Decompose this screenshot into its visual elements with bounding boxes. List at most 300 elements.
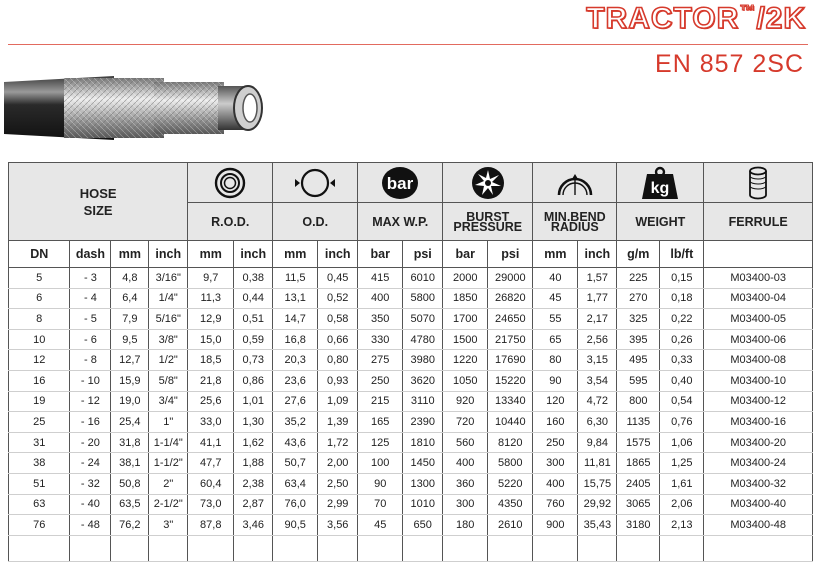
rod-header: R.O.D. xyxy=(188,203,273,241)
unit-header: inch xyxy=(318,241,358,268)
table-cell: 395 xyxy=(617,329,660,350)
unit-header: mm xyxy=(188,241,234,268)
unit-header: inch xyxy=(149,241,188,268)
table-cell: 73,0 xyxy=(188,494,234,515)
table-cell: 8 xyxy=(9,309,70,330)
table-cell: 0,51 xyxy=(234,309,273,330)
table-cell: 920 xyxy=(443,391,488,412)
table-cell: 25,4 xyxy=(111,412,149,433)
table-cell: 8120 xyxy=(488,432,533,453)
table-cell: 350 xyxy=(358,309,403,330)
table-cell: 215 xyxy=(358,391,403,412)
table-cell: 12,7 xyxy=(111,350,149,371)
table-cell: 40 xyxy=(533,268,578,289)
table-cell: - 32 xyxy=(70,473,111,494)
table-cell: 270 xyxy=(617,288,660,309)
od-icon xyxy=(293,167,337,199)
product-suffix: /2K xyxy=(756,2,806,35)
table-cell: 2,56 xyxy=(578,329,617,350)
unit-header: dash xyxy=(70,241,111,268)
table-cell: 3" xyxy=(149,515,188,536)
table-cell: 1,09 xyxy=(318,391,358,412)
table-cell: M03400-40 xyxy=(704,494,813,515)
table-cell: 180 xyxy=(443,515,488,536)
table-cell: 5 xyxy=(9,268,70,289)
table-cell: 63 xyxy=(9,494,70,515)
table-cell: 1850 xyxy=(443,288,488,309)
table-cell: 495 xyxy=(617,350,660,371)
table-cell: 800 xyxy=(617,391,660,412)
table-cell: 87,8 xyxy=(188,515,234,536)
table-cell: 595 xyxy=(617,370,660,391)
title-divider xyxy=(8,44,808,45)
table-cell: 9,84 xyxy=(578,432,617,453)
table-cell: 47,7 xyxy=(188,453,234,474)
table-cell: 650 xyxy=(403,515,443,536)
table-cell: 1810 xyxy=(403,432,443,453)
table-cell: 0,26 xyxy=(660,329,704,350)
bend-radius-icon-cell xyxy=(533,163,617,203)
table-cell: 1-1/2" xyxy=(149,453,188,474)
table-cell: 60,4 xyxy=(188,473,234,494)
table-cell: 5070 xyxy=(403,309,443,330)
table-cell: 6,4 xyxy=(111,288,149,309)
units-header-row xyxy=(9,241,813,268)
ferrule-icon xyxy=(747,166,769,200)
table-cell: 26820 xyxy=(488,288,533,309)
table-cell: 13340 xyxy=(488,391,533,412)
table-cell: 4350 xyxy=(488,494,533,515)
table-cell: 25,6 xyxy=(188,391,234,412)
table-cell: 15,75 xyxy=(578,473,617,494)
table-cell: 2,87 xyxy=(234,494,273,515)
table-cell: - 40 xyxy=(70,494,111,515)
table-cell: 2,38 xyxy=(234,473,273,494)
table-cell: 3620 xyxy=(403,370,443,391)
table-cell: 0,80 xyxy=(318,350,358,371)
table-cell: 360 xyxy=(443,473,488,494)
table-cell: 2,00 xyxy=(318,453,358,474)
table-cell: 5220 xyxy=(488,473,533,494)
hose-size-header xyxy=(9,163,188,241)
rod-icon xyxy=(214,167,246,199)
table-cell: 15,9 xyxy=(111,370,149,391)
table-cell: 1,39 xyxy=(318,412,358,433)
table-cell: 76 xyxy=(9,515,70,536)
table-cell: 45 xyxy=(533,288,578,309)
table-cell: 1" xyxy=(149,412,188,433)
table-cell: 415 xyxy=(358,268,403,289)
product-standard: EN 857 2SC xyxy=(655,50,804,78)
table-cell: 0,15 xyxy=(660,268,704,289)
table-cell: 90,5 xyxy=(273,515,318,536)
table-cell: 1575 xyxy=(617,432,660,453)
table-cell: 3065 xyxy=(617,494,660,515)
table-cell: 0,44 xyxy=(234,288,273,309)
table-cell: 2000 xyxy=(443,268,488,289)
icon-header-row xyxy=(9,163,813,203)
table-cell: 1,61 xyxy=(660,473,704,494)
blank-cell xyxy=(70,535,111,561)
unit-header: mm xyxy=(111,241,149,268)
table-cell: 1,77 xyxy=(578,288,617,309)
unit-header: bar xyxy=(358,241,403,268)
od-icon-cell xyxy=(273,163,358,203)
weight-header: WEIGHT xyxy=(617,203,704,241)
table-cell: 1050 xyxy=(443,370,488,391)
table-cell: 50,7 xyxy=(273,453,318,474)
table-cell: 15,0 xyxy=(188,329,234,350)
table-cell: M03400-05 xyxy=(704,309,813,330)
unit-header: lb/ft xyxy=(660,241,704,268)
table-cell: 400 xyxy=(533,473,578,494)
table-cell: 41,1 xyxy=(188,432,234,453)
ferrule-icon-cell xyxy=(704,163,813,203)
table-cell: 1300 xyxy=(403,473,443,494)
table-cell: 1,06 xyxy=(660,432,704,453)
table-cell: 250 xyxy=(358,370,403,391)
unit-header: psi xyxy=(403,241,443,268)
blank-cell xyxy=(578,535,617,561)
table-cell: 125 xyxy=(358,432,403,453)
table-cell: 165 xyxy=(358,412,403,433)
table-cell: M03400-12 xyxy=(704,391,813,412)
table-cell: 1500 xyxy=(443,329,488,350)
table-cell: 300 xyxy=(533,453,578,474)
table-cell: 900 xyxy=(533,515,578,536)
table-cell: 10 xyxy=(9,329,70,350)
ferrule-header: FERRULE xyxy=(704,203,813,241)
table-cell: 1,62 xyxy=(234,432,273,453)
table-cell: 2,06 xyxy=(660,494,704,515)
table-cell: 11,3 xyxy=(188,288,234,309)
table-cell: 0,45 xyxy=(318,268,358,289)
table-cell: 23,6 xyxy=(273,370,318,391)
table-row xyxy=(9,329,813,350)
table-cell: 70 xyxy=(358,494,403,515)
table-cell: 18,5 xyxy=(188,350,234,371)
table-cell: 6010 xyxy=(403,268,443,289)
bar-icon-cell xyxy=(358,163,443,203)
max-wp-header: MAX W.P. xyxy=(358,203,443,241)
table-body xyxy=(9,268,813,562)
blank-cell xyxy=(660,535,704,561)
table-cell: 1865 xyxy=(617,453,660,474)
table-cell: 720 xyxy=(443,412,488,433)
table-cell: 7,9 xyxy=(111,309,149,330)
table-cell: 2,17 xyxy=(578,309,617,330)
bar-icon xyxy=(380,166,420,200)
table-cell: 19,0 xyxy=(111,391,149,412)
table-cell: M03400-20 xyxy=(704,432,813,453)
table-cell: 13,1 xyxy=(273,288,318,309)
table-cell: 0,66 xyxy=(318,329,358,350)
table-cell: 5/16" xyxy=(149,309,188,330)
blank-cell xyxy=(403,535,443,561)
hose-size-line2: SIZE xyxy=(83,202,113,218)
table-cell: 2,50 xyxy=(318,473,358,494)
table-row xyxy=(9,309,813,330)
table-cell: 76,0 xyxy=(273,494,318,515)
table-cell: 31 xyxy=(9,432,70,453)
blank-cell xyxy=(318,535,358,561)
table-cell: 160 xyxy=(533,412,578,433)
hose-size-line1: HOSE xyxy=(79,185,117,201)
table-cell: - 20 xyxy=(70,432,111,453)
table-row xyxy=(9,453,813,474)
table-cell: 55 xyxy=(533,309,578,330)
table-cell: 1,57 xyxy=(578,268,617,289)
table-cell: 76,2 xyxy=(111,515,149,536)
table-cell: 0,59 xyxy=(234,329,273,350)
od-header: O.D. xyxy=(273,203,358,241)
table-cell: 560 xyxy=(443,432,488,453)
table-cell: 2390 xyxy=(403,412,443,433)
table-cell: 400 xyxy=(443,453,488,474)
table-cell: 35,43 xyxy=(578,515,617,536)
table-cell: 19 xyxy=(9,391,70,412)
table-cell: - 24 xyxy=(70,453,111,474)
rod-icon-cell xyxy=(188,163,273,203)
table-cell: M03400-06 xyxy=(704,329,813,350)
table-cell: 0,40 xyxy=(660,370,704,391)
kg-icon-text: kg xyxy=(650,179,670,197)
kg-icon xyxy=(641,166,679,200)
table-cell: 250 xyxy=(533,432,578,453)
table-cell: 90 xyxy=(533,370,578,391)
table-cell: 1/2" xyxy=(149,350,188,371)
table-cell: 1700 xyxy=(443,309,488,330)
table-cell: - 3 xyxy=(70,268,111,289)
unit-header: g/m xyxy=(617,241,660,268)
table-cell: 1/4" xyxy=(149,288,188,309)
table-cell: 1220 xyxy=(443,350,488,371)
blank-cell xyxy=(358,535,403,561)
table-cell: M03400-24 xyxy=(704,453,813,474)
table-cell: 1135 xyxy=(617,412,660,433)
burst-icon-cell xyxy=(443,163,533,203)
table-cell: 6 xyxy=(9,288,70,309)
table-cell: 9,5 xyxy=(111,329,149,350)
table-cell: 3980 xyxy=(403,350,443,371)
table-cell: 21,8 xyxy=(188,370,234,391)
table-cell: 5800 xyxy=(488,453,533,474)
bend-radius-icon xyxy=(555,167,595,199)
table-cell: M03400-16 xyxy=(704,412,813,433)
min-bend-radius-line2: RADIUS xyxy=(550,219,599,234)
unit-header: DN xyxy=(9,241,70,268)
table-cell: M03400-10 xyxy=(704,370,813,391)
table-cell: 1,01 xyxy=(234,391,273,412)
blank-cell xyxy=(533,535,578,561)
table-cell: 80 xyxy=(533,350,578,371)
table-cell: 4,72 xyxy=(578,391,617,412)
table-cell: - 16 xyxy=(70,412,111,433)
table-cell: 1450 xyxy=(403,453,443,474)
unit-header: inch xyxy=(578,241,617,268)
table-cell: 1-1/4" xyxy=(149,432,188,453)
table-cell: 225 xyxy=(617,268,660,289)
blank-row xyxy=(9,535,813,561)
blank-cell xyxy=(443,535,488,561)
table-cell: 2,13 xyxy=(660,515,704,536)
unit-header-ferrule xyxy=(704,241,813,268)
table-cell: - 6 xyxy=(70,329,111,350)
blank-cell xyxy=(234,535,273,561)
table-cell: 12 xyxy=(9,350,70,371)
table-cell: 0,33 xyxy=(660,350,704,371)
unit-header: mm xyxy=(273,241,318,268)
table-cell: 0,76 xyxy=(660,412,704,433)
table-cell: 35,2 xyxy=(273,412,318,433)
table-cell: M03400-03 xyxy=(704,268,813,289)
burst-pressure-header xyxy=(443,203,533,241)
table-cell: 4780 xyxy=(403,329,443,350)
table-cell: 11,5 xyxy=(273,268,318,289)
table-cell: 29000 xyxy=(488,268,533,289)
table-cell: 90 xyxy=(358,473,403,494)
blank-cell xyxy=(488,535,533,561)
table-cell: 16,8 xyxy=(273,329,318,350)
table-cell: - 5 xyxy=(70,309,111,330)
table-cell: 100 xyxy=(358,453,403,474)
hose-cutaway-image xyxy=(4,72,266,144)
table-cell: 38,1 xyxy=(111,453,149,474)
table-cell: 3,54 xyxy=(578,370,617,391)
table-cell: 1,30 xyxy=(234,412,273,433)
bar-icon-text: bar xyxy=(386,173,414,193)
unit-header: inch xyxy=(234,241,273,268)
table-cell: 6,30 xyxy=(578,412,617,433)
table-row xyxy=(9,515,813,536)
table-row xyxy=(9,412,813,433)
table-cell: 0,52 xyxy=(318,288,358,309)
table-row xyxy=(9,473,813,494)
table-cell: 0,22 xyxy=(660,309,704,330)
blank-cell xyxy=(111,535,149,561)
burst-pressure-line1: BURST xyxy=(466,209,510,224)
table-cell: 330 xyxy=(358,329,403,350)
table-cell: 3180 xyxy=(617,515,660,536)
table-cell: 325 xyxy=(617,309,660,330)
table-cell: 17690 xyxy=(488,350,533,371)
table-cell: - 10 xyxy=(70,370,111,391)
blank-cell xyxy=(188,535,234,561)
table-cell: 12,9 xyxy=(188,309,234,330)
table-cell: 3,46 xyxy=(234,515,273,536)
table-cell: - 48 xyxy=(70,515,111,536)
table-cell: 0,54 xyxy=(660,391,704,412)
table-cell: - 8 xyxy=(70,350,111,371)
table-cell: 27,6 xyxy=(273,391,318,412)
table-cell: 2" xyxy=(149,473,188,494)
table-cell: M03400-04 xyxy=(704,288,813,309)
table-cell: 1,25 xyxy=(660,453,704,474)
table-cell: 0,86 xyxy=(234,370,273,391)
min-bend-radius-header xyxy=(533,203,617,241)
table-cell: 4,8 xyxy=(111,268,149,289)
burst-pressure-line2: PRESSURE xyxy=(453,219,523,234)
table-cell: 38 xyxy=(9,453,70,474)
blank-cell xyxy=(273,535,318,561)
burst-icon xyxy=(471,166,505,200)
table-cell: 43,6 xyxy=(273,432,318,453)
table-cell: 45 xyxy=(358,515,403,536)
table-cell: 1010 xyxy=(403,494,443,515)
table-cell: 2405 xyxy=(617,473,660,494)
table-cell: 16 xyxy=(9,370,70,391)
table-cell: 2610 xyxy=(488,515,533,536)
specification-table xyxy=(8,162,813,562)
table-cell: 0,58 xyxy=(318,309,358,330)
product-name xyxy=(586,2,806,36)
table-cell: 25 xyxy=(9,412,70,433)
table-cell: 63,4 xyxy=(273,473,318,494)
unit-header: bar xyxy=(443,241,488,268)
kg-icon-cell xyxy=(617,163,704,203)
table-cell: 24650 xyxy=(488,309,533,330)
table-cell: 21750 xyxy=(488,329,533,350)
table-cell: 31,8 xyxy=(111,432,149,453)
table-row xyxy=(9,288,813,309)
table-cell: 3/8" xyxy=(149,329,188,350)
min-bend-radius-line1: MIN.BEND xyxy=(543,209,606,224)
table-cell: 51 xyxy=(9,473,70,494)
product-name-text: TRACTOR xyxy=(586,2,740,35)
table-cell: 1,72 xyxy=(318,432,358,453)
trademark-symbol: ™ xyxy=(739,3,757,20)
table-cell: 50,8 xyxy=(111,473,149,494)
table-cell: 3,56 xyxy=(318,515,358,536)
table-row xyxy=(9,494,813,515)
blank-cell xyxy=(149,535,188,561)
table-cell: 400 xyxy=(358,288,403,309)
table-cell: 3,15 xyxy=(578,350,617,371)
table-cell: 3/16" xyxy=(149,268,188,289)
blank-cell xyxy=(704,535,813,561)
table-cell: 33,0 xyxy=(188,412,234,433)
table-cell: 65 xyxy=(533,329,578,350)
table-cell: 0,38 xyxy=(234,268,273,289)
table-cell: 275 xyxy=(358,350,403,371)
table-cell: 0,18 xyxy=(660,288,704,309)
table-cell: M03400-08 xyxy=(704,350,813,371)
table-cell: 2,99 xyxy=(318,494,358,515)
table-cell: 0,73 xyxy=(234,350,273,371)
table-cell: 0,93 xyxy=(318,370,358,391)
table-cell: 300 xyxy=(443,494,488,515)
table-row xyxy=(9,268,813,289)
table-cell: M03400-48 xyxy=(704,515,813,536)
table-cell: 5/8" xyxy=(149,370,188,391)
table-cell: 14,7 xyxy=(273,309,318,330)
table-cell: 120 xyxy=(533,391,578,412)
table-cell: 63,5 xyxy=(111,494,149,515)
table-cell: 29,92 xyxy=(578,494,617,515)
table-cell: 10440 xyxy=(488,412,533,433)
blank-cell xyxy=(9,535,70,561)
unit-header: mm xyxy=(533,241,578,268)
table-cell: - 12 xyxy=(70,391,111,412)
table-cell: 20,3 xyxy=(273,350,318,371)
table-cell: 5800 xyxy=(403,288,443,309)
table-cell: 11,81 xyxy=(578,453,617,474)
table-cell: 3110 xyxy=(403,391,443,412)
blank-cell xyxy=(617,535,660,561)
table-cell: M03400-32 xyxy=(704,473,813,494)
table-cell: 2-1/2" xyxy=(149,494,188,515)
table-cell: - 4 xyxy=(70,288,111,309)
